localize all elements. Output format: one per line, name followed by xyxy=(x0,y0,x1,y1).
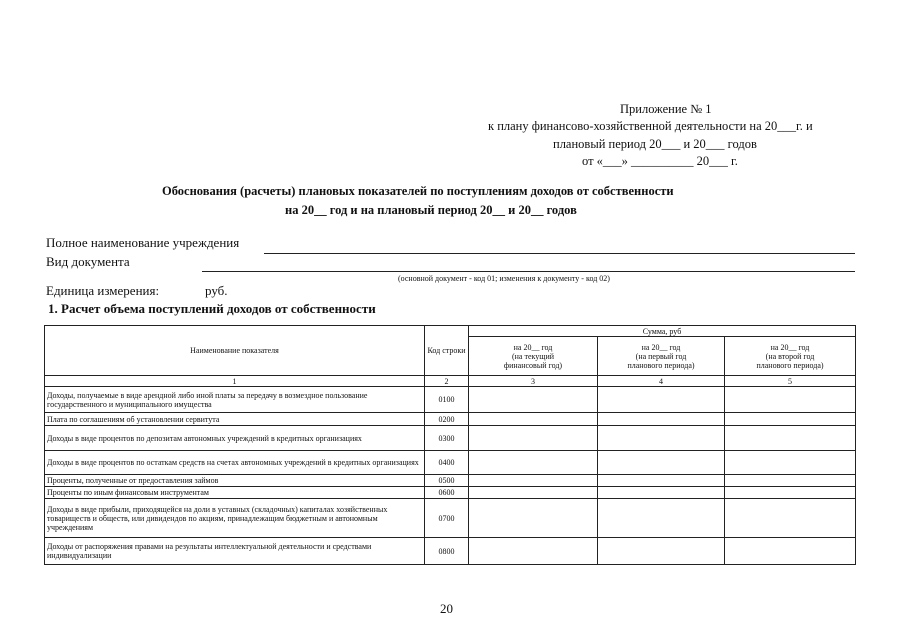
column-number: 4 xyxy=(598,376,725,387)
row-code: 0200 xyxy=(425,413,469,426)
header-col4 xyxy=(598,337,725,376)
table-row xyxy=(45,451,856,475)
cell-second-plan-year[interactable] xyxy=(725,387,856,413)
cell-current-year[interactable] xyxy=(469,426,598,451)
header-col5-line1: на 20__ год xyxy=(770,342,810,352)
header-code: Код строки xyxy=(425,326,469,376)
column-number: 3 xyxy=(469,376,598,387)
row-name: Доходы от распоряжения правами на результаты интеллектуальной деятельности и средствами индивидуализации xyxy=(45,538,425,565)
institution-label: Полное наименование учреждения xyxy=(46,235,240,250)
income-calculation-table xyxy=(44,325,856,565)
row-code: 0400 xyxy=(425,451,469,475)
header-col4-line1: на 20__ год xyxy=(641,342,681,352)
document-title: Обоснования (расчеты) плановых показателей по поступлениям доходов от собственности xyxy=(162,184,674,198)
cell-first-plan-year[interactable] xyxy=(598,499,725,538)
table-row xyxy=(45,413,856,426)
table-row xyxy=(45,499,856,538)
header-col4-line2: (на первый год xyxy=(635,351,687,361)
cell-second-plan-year[interactable] xyxy=(725,413,856,426)
column-number: 1 xyxy=(45,376,425,387)
row-name: Доходы в виде процентов по депозитам автономных учреждений в кредитных организациях xyxy=(45,426,425,451)
header-col5 xyxy=(725,337,856,376)
header-sum: Сумма, руб xyxy=(469,326,856,337)
cell-first-plan-year[interactable] xyxy=(598,475,725,487)
doc-type-input-line[interactable] xyxy=(202,271,855,272)
page-number: 20 xyxy=(440,601,453,616)
appendix-title: Приложение № 1 xyxy=(620,102,712,116)
header-col3-line2: (на текущий xyxy=(511,351,555,361)
cell-current-year[interactable] xyxy=(469,487,598,499)
cell-second-plan-year[interactable] xyxy=(725,426,856,451)
row-code: 0800 xyxy=(425,538,469,565)
institution-input-line[interactable] xyxy=(264,253,855,254)
row-name: Доходы в виде процентов по остаткам средств на счетах автономных учреждений в кредитных организациях xyxy=(45,451,425,475)
row-name: Проценты по иным финансовым инструментам xyxy=(45,487,425,499)
row-code: 0700 xyxy=(425,499,469,538)
cell-first-plan-year[interactable] xyxy=(598,451,725,475)
cell-current-year[interactable] xyxy=(469,413,598,426)
cell-current-year[interactable] xyxy=(469,387,598,413)
cell-second-plan-year[interactable] xyxy=(725,499,856,538)
cell-first-plan-year[interactable] xyxy=(598,487,725,499)
column-number: 2 xyxy=(425,376,469,387)
cell-current-year[interactable] xyxy=(469,475,598,487)
cell-first-plan-year[interactable] xyxy=(598,387,725,413)
cell-second-plan-year[interactable] xyxy=(725,475,856,487)
table-row xyxy=(45,538,856,565)
header-col3-line1: на 20__ год xyxy=(513,342,553,352)
header-col5-line3: планового периода) xyxy=(756,360,824,370)
cell-current-year[interactable] xyxy=(469,451,598,475)
cell-second-plan-year[interactable] xyxy=(725,487,856,499)
header-col3-line3: финансовый год) xyxy=(503,360,563,370)
cell-current-year[interactable] xyxy=(469,538,598,565)
row-code: 0500 xyxy=(425,475,469,487)
appendix-date-line: от «___» __________ 20___ г. xyxy=(582,154,738,168)
column-number: 5 xyxy=(725,376,856,387)
column-numbers-row xyxy=(45,376,856,387)
header-col4-line3: планового периода) xyxy=(627,360,695,370)
appendix-period-line: плановый период 20___ и 20___ годов xyxy=(553,137,757,151)
unit-value: руб. xyxy=(205,283,228,298)
cell-second-plan-year[interactable] xyxy=(725,451,856,475)
row-code: 0300 xyxy=(425,426,469,451)
cell-first-plan-year[interactable] xyxy=(598,538,725,565)
section-title: 1. Расчет объема поступлений доходов от собственности xyxy=(48,301,376,316)
table-row xyxy=(45,426,856,451)
table-row xyxy=(45,387,856,413)
row-name: Плата по соглашениям об установлении сервитута xyxy=(45,413,425,426)
header-col3 xyxy=(469,337,598,376)
header-col5-line2: (на второй год xyxy=(765,351,815,361)
table-row xyxy=(45,487,856,499)
appendix-plan-line: к плану финансово-хозяйственной деятельности на 20___г. и xyxy=(488,119,813,133)
row-code: 0600 xyxy=(425,487,469,499)
cell-current-year[interactable] xyxy=(469,499,598,538)
doc-type-hint: (основной документ - код 01; изменения к документу - код 02) xyxy=(398,274,610,283)
unit-label: Единица измерения: xyxy=(46,283,160,298)
row-name: Доходы, получаемые в виде арендной либо иной платы за передачу в возмездное пользование государственного и муниципального имущества xyxy=(45,387,425,413)
row-code: 0100 xyxy=(425,387,469,413)
cell-second-plan-year[interactable] xyxy=(725,538,856,565)
document-subtitle: на 20__ год и на плановый период 20__ и 20__ годов xyxy=(285,203,577,217)
row-name: Доходы в виде прибыли, приходящейся на доли в уставных (складочных) капиталах хозяйственных товариществ и обществ, или дивидендов по акциям, принадлежащим бюджетным и автономным учреждениям xyxy=(45,499,425,538)
row-name: Проценты, полученные от предоставления займов xyxy=(45,475,425,487)
doc-type-label: Вид документа xyxy=(46,254,130,269)
cell-first-plan-year[interactable] xyxy=(598,413,725,426)
cell-first-plan-year[interactable] xyxy=(598,426,725,451)
table-row xyxy=(45,475,856,487)
header-name: Наименование показателя xyxy=(45,326,425,376)
